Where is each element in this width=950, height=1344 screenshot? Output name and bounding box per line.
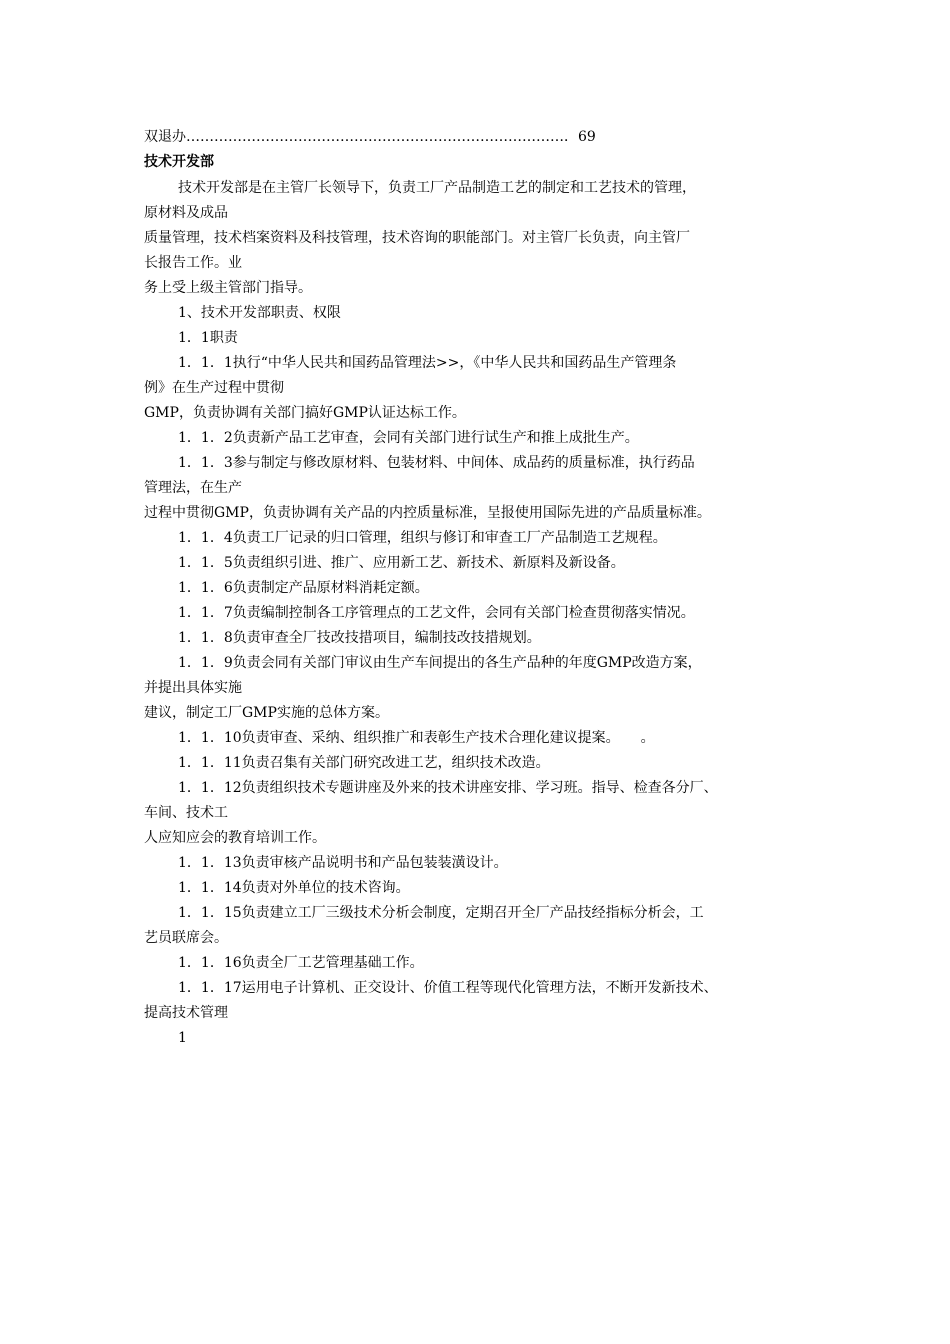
body-line: 1．1．8负责审查全厂技改技措项目，编制技改技措规划。 [178,630,541,646]
body-line: 1．1．9负责会同有关部门审议由生产车间提出的各生产品种的年度GMP改造方案， [178,655,702,671]
body-line: GMP，负责协调有关部门搞好GMP认证达标工作。 [144,405,466,421]
body-line: 建议，制定工厂GMP实施的总体方案。 [144,705,389,721]
body-line: 长报告工作。业 [144,255,242,271]
body-line: 人应知应会的教育培训工作。 [144,830,326,846]
body-line: 技术开发部是在主管厂长领导下，负责工厂产品制造工艺的制定和工艺技术的管理， [178,180,696,196]
body-line: 提高技术管理 [144,1005,228,1021]
section-heading: 技术开发部 [144,154,214,170]
body-line: 1．1职责 [178,330,238,346]
body-line: 1、技术开发部职责、权限 [178,305,341,321]
body-line: 1．1．1执行“中华人民共和国药品管理法>>，《中华人民共和国药品生产管理条 [178,355,677,371]
body-line: 1．1．15负责建立工厂三级技术分析会制度，定期召开全厂产品技经指标分析会，工 [178,905,704,921]
body-line: 1．1．3参与制定与修改原材料、包装材料、中间体、成品药的质量标准，执行药品 [178,455,695,471]
body-line: 务上受上级主管部门指导。 [144,280,312,296]
body-line: 例》在生产过程中贯彻 [144,380,284,396]
body-line: 1．1．6负责制定产品原材料消耗定额。 [178,580,429,596]
body-line: 原材料及成品 [144,205,228,221]
body-line: 1．1．14负责对外单位的技术咨询。 [178,880,410,896]
body-line: 1．1．17运用电子计算机、正交设计、价值工程等现代化管理方法，不断开发新技术、 [178,980,718,996]
body-line: 1．1．16负责全厂工艺管理基础工作。 [178,955,424,971]
body-line: 1．1．5负责组织引进、推广、应用新工艺、新技术、新原料及新设备。 [178,555,625,571]
body-line: 质量管理，技术档案资料及科技管理，技术咨询的职能部门。对主管厂长负责，向主管厂 [144,230,690,246]
body-line: 并提出具体实施 [144,680,242,696]
body-line: 1．1．13负责审核产品说明书和产品包装装潢设计。 [178,855,508,871]
body-line: 车间、技术工 [144,805,228,821]
body-line: 1．1．12负责组织技术专题讲座及外来的技术讲座安排、学习班。指导、检查各分厂、 [178,780,718,796]
page-number: 1 [178,1030,187,1046]
body-line: 1．1．10负责审查、采纳、组织推广和表彰生产技术合理化建议提案。 。 [178,730,655,746]
body-line: 1．1．2负责新产品工艺审查，会同有关部门进行试生产和推上成批生产。 [178,430,639,446]
toc-line: 双退办………………………………………………………………………．69 [144,129,596,145]
body-line: 艺员联席会。 [144,930,228,946]
body-line: 管理法，在生产 [144,480,242,496]
body-line: 1．1．4负责工厂记录的归口管理，组织与修订和审查工厂产品制造工艺规程。 [178,530,667,546]
body-line: 1．1．11负责召集有关部门研究改进工艺，组织技术改造。 [178,755,550,771]
body-line: 过程中贯彻GMP，负责协调有关产品的内控质量标准，呈报使用国际先进的产品质量标准。 [144,505,711,521]
body-line: 1．1．7负责编制控制各工序管理点的工艺文件，会同有关部门检查贯彻落实情况。 [178,605,695,621]
